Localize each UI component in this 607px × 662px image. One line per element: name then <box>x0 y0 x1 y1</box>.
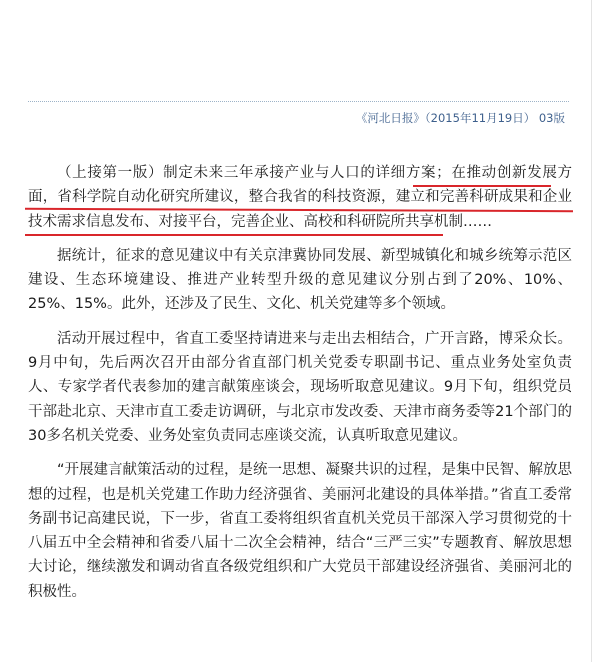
source-citation: 《河北日报》（2015年11月19日） 03版 <box>355 111 565 125</box>
red-underline-3 <box>25 234 443 236</box>
paragraph-1 <box>28 161 572 234</box>
paragraph-3: 活动开展过程中，省直工委坚持请进来与走出去相结合，广开言路，博采众长。9月中旬，先后两次召开由部分省直部门机关党委专职副书记、重点业务处室负责人、专家学者代表参加的建言献策座谈会，现场听取意见建议。9月下旬，组织党员干部赴北京、天津市直工委走访调研，与北京市发改委、天津市商务委等21个部门的30多名机关党委、业务处室负责同志座谈交流，认真听取意见建议。 <box>28 330 572 444</box>
paragraph-4: “开展建言献策活动的过程，是统一思想、凝聚共识的过程，是集中民智、解放思想的过程，也是机关党建工作助力经济强省、美丽河北建设的具体举措。”省直工委常务副书记高建民说，下一步，省直工委将组织省直机关党员干部深入学习贯彻党的十八届五中全会精神和省委八届十二次全会精神，结合“三严三实”专题教育、解放思想大讨论，继续激发和调动省直各级党组织和广大党员干部建设经济强省、美丽河北的积极性。 <box>28 462 573 600</box>
dotted-separator <box>28 101 569 102</box>
article-body <box>28 161 572 614</box>
red-underline-1 <box>413 185 551 187</box>
paragraph-2: 据统计，征求的意见建议中有关京津冀协同发展、新型城镇化和城乡统筹示范区建设、生态环境建设、推进产业转型升级的意见建议分别占到了20%、10%、25%、15%。此外，还涉及了民生、文化、机关党建等多个领域。 <box>28 247 572 313</box>
highlighted-passage: 在推动创新发展方面，省科学院自动化研究所建议，整合我省的科技资源，建立和完善科研成果和企业技术需求信息发布、对接平台，完善企业、高校和科研院所共享机制…… <box>28 165 573 230</box>
paragraph-1-lead: （上接第一版）制定未来三年承接产业与人口的详细方案； <box>57 165 451 181</box>
page-right-border <box>591 0 592 662</box>
